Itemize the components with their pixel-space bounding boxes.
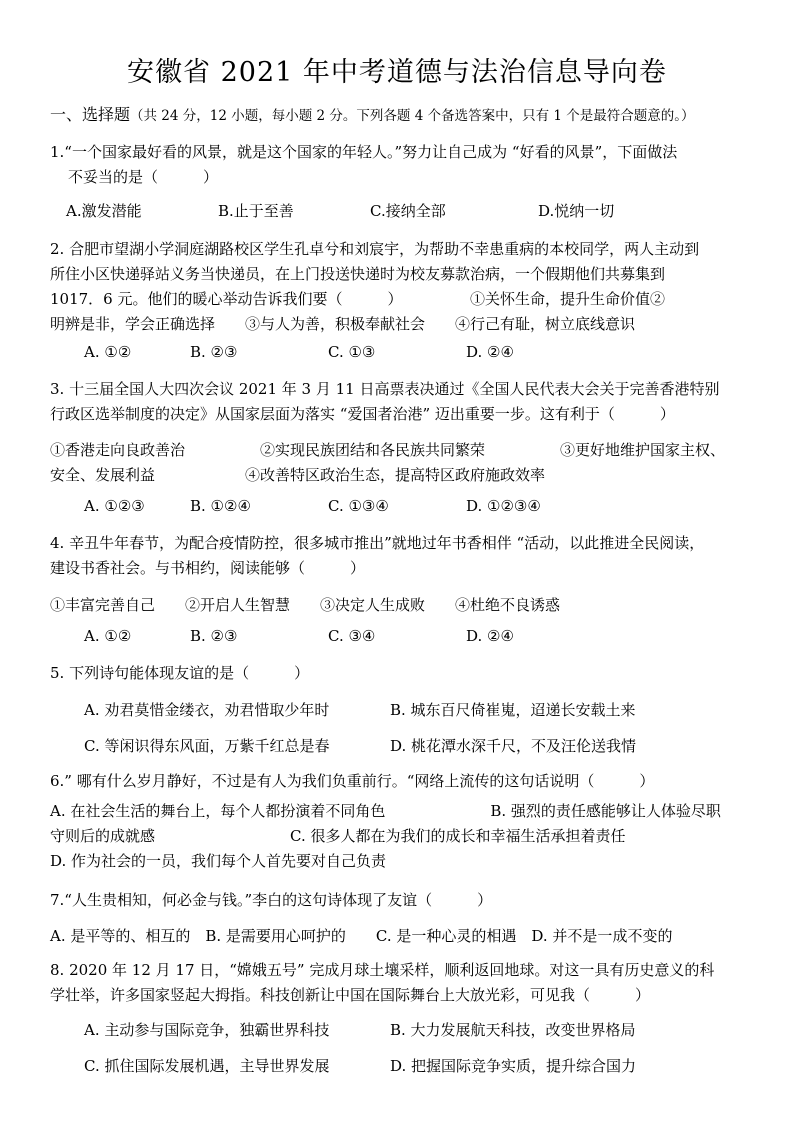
- option-a[interactable]: A. 主动参与国际竞争，独霸世界科技: [84, 1021, 330, 1039]
- section-note: （共 24 分，12 小题，每小题 2 分。下列各题 4 个备选答案中，只有 1 个是最符合题意的。）: [130, 108, 695, 124]
- section-title: 一、选择题: [50, 105, 131, 124]
- question-4: [50, 531, 750, 618]
- option-d[interactable]: D. ①②③④: [466, 497, 541, 515]
- question-8-line-1: 8. 2020 年 12 月 17 日，“嫦娥五号” 完成月球土壤采样，顺利返回地球。对这一具有历史意义的科: [50, 961, 715, 979]
- option-b[interactable]: B. ②③: [190, 627, 238, 645]
- question-6-line-2: A. 在社会生活的舞台上，每个人都扮演着不同角色 B. 强烈的责任感能够让人体验尽职: [50, 802, 721, 820]
- option-d[interactable]: D.悦纳一切: [538, 202, 615, 220]
- option-b[interactable]: B.止于至善: [218, 202, 294, 220]
- question-2-line-4: 明辨是非，学会正确选择 ③与人为善，积极奉献社会 ④行己有耻，树立底线意识: [50, 315, 636, 333]
- question-5-line-1: 5. 下列诗句能体现友谊的是（ ）: [50, 664, 310, 682]
- question-7: [50, 888, 750, 949]
- option-a[interactable]: A. ①②③: [84, 497, 145, 515]
- question-3-line-3: ①香港走向良政善治 ②实现民族团结和各民族共同繁荣 ③更好地维护国家主权、: [50, 441, 726, 459]
- question-1-line-1: 1.“一个国家最好看的风景，就是这个国家的年轻人。”努力让自己成为 “好看的风景”，下面做法: [50, 143, 678, 161]
- option-d[interactable]: D. 把握国际竞争实质，提升综合国力: [390, 1057, 637, 1075]
- question-6: [50, 769, 750, 874]
- question-7-line-1: 7.“人生贵相知，何必金与钱。”李白的这句诗体现了友谊（ ）: [50, 891, 493, 909]
- option-b[interactable]: B. ②③: [190, 343, 238, 361]
- question-5: [50, 661, 750, 686]
- question-8: [50, 958, 750, 1008]
- option-d[interactable]: D. ②④: [466, 627, 514, 645]
- option-c[interactable]: C. ①③: [328, 343, 376, 361]
- question-1-line-2: 不妥当的是（ ）: [68, 168, 219, 186]
- option-d[interactable]: D. 桃花潭水深千尺，不及汪伦送我情: [390, 737, 637, 755]
- question-2-line-2: 所住小区快递驿站义务当快递员，在上门投送快递时为校友募款治病，一个假期他们共募集到: [50, 265, 666, 283]
- option-c[interactable]: C.接纳全部: [370, 202, 446, 220]
- question-3-line-4: 安全、发展利益 ④改善特区政治生态，提高特区政府施政效率: [50, 466, 546, 484]
- section-header: [50, 102, 780, 125]
- question-4-line-1: 4. 辛丑牛年春节，为配合疫情防控，很多城市推出”就地过年书香相伴 “活动，以此推进全民阅读，: [50, 534, 705, 552]
- page-title: 安徽省 2021 年中考道德与法治信息导向卷: [127, 57, 667, 88]
- question-4-line-3: ①丰富完善自己 ②开启人生智慧 ③决定人生成败 ④杜绝不良诱惑: [50, 596, 561, 614]
- option-b[interactable]: B. 城东百尺倚崔嵬，迢递长安载土来: [390, 701, 636, 719]
- question-1: [50, 140, 750, 190]
- question-3: [50, 377, 750, 488]
- question-3-line-2: 行政区选举制度的决定》从国家层面为落实 “爱国者治港” 迈出重要一步。这有利于（ ）: [50, 405, 675, 423]
- question-4-line-2: 建设书香社会。与书相约，阅读能够（ ）: [50, 559, 366, 577]
- question-6-line-1: 6.” 哪有什么岁月静好，不过是有人为我们负重前行。“网络上流传的这句话说明（ ）: [50, 772, 655, 790]
- question-8-line-2: 学壮举，许多国家竖起大拇指。科技创新让中国在国际舞台上大放光彩，可见我（ ）: [50, 986, 651, 1004]
- question-6-line-3: 守则后的成就感 C. 很多人都在为我们的成长和幸福生活承担着责任: [50, 827, 626, 845]
- option-b[interactable]: B. ①②④: [190, 497, 251, 515]
- option-c[interactable]: C. ①③④: [328, 497, 389, 515]
- question-2: [50, 237, 750, 337]
- question-2-line-3: 1017．6 元。他们的暖心举动告诉我们要（ ） ①关怀生命，提升生命价值②: [50, 290, 665, 308]
- question-7-options[interactable]: A. 是平等的、相互的 B. 是需要用心呵护的 C. 是一种心灵的相遇 D. 并不是一成不变的: [50, 927, 673, 945]
- option-d[interactable]: D. ②④: [466, 343, 514, 361]
- question-6-line-4: D. 作为社会的一员，我们每个人首先要对自己负责: [50, 852, 387, 870]
- option-a[interactable]: A. ①②: [84, 627, 132, 645]
- option-a[interactable]: A. 劝君莫惜金缕衣，劝君惜取少年时: [84, 701, 330, 719]
- option-c[interactable]: C. ③④: [328, 627, 376, 645]
- question-2-line-1: 2. 合肥市望湖小学洞庭湖路校区学生孔卓兮和刘宸宇，为帮助不幸患重病的本校同学，两人主动到: [50, 240, 700, 258]
- option-b[interactable]: B. 大力发展航天科技，改变世界格局: [390, 1021, 636, 1039]
- option-a[interactable]: A.激发潜能: [66, 202, 142, 220]
- option-c[interactable]: C. 等闲识得东风面，万紫千红总是春: [84, 737, 330, 755]
- option-c[interactable]: C. 抓住国际发展机遇，主导世界发展: [84, 1057, 330, 1075]
- question-3-line-1: 3. 十三届全国人大四次会议 2021 年 3 月 11 日高票表决通过《全国人民代表大会关于完善香港特别: [50, 380, 720, 398]
- option-a[interactable]: A. ①②: [84, 343, 132, 361]
